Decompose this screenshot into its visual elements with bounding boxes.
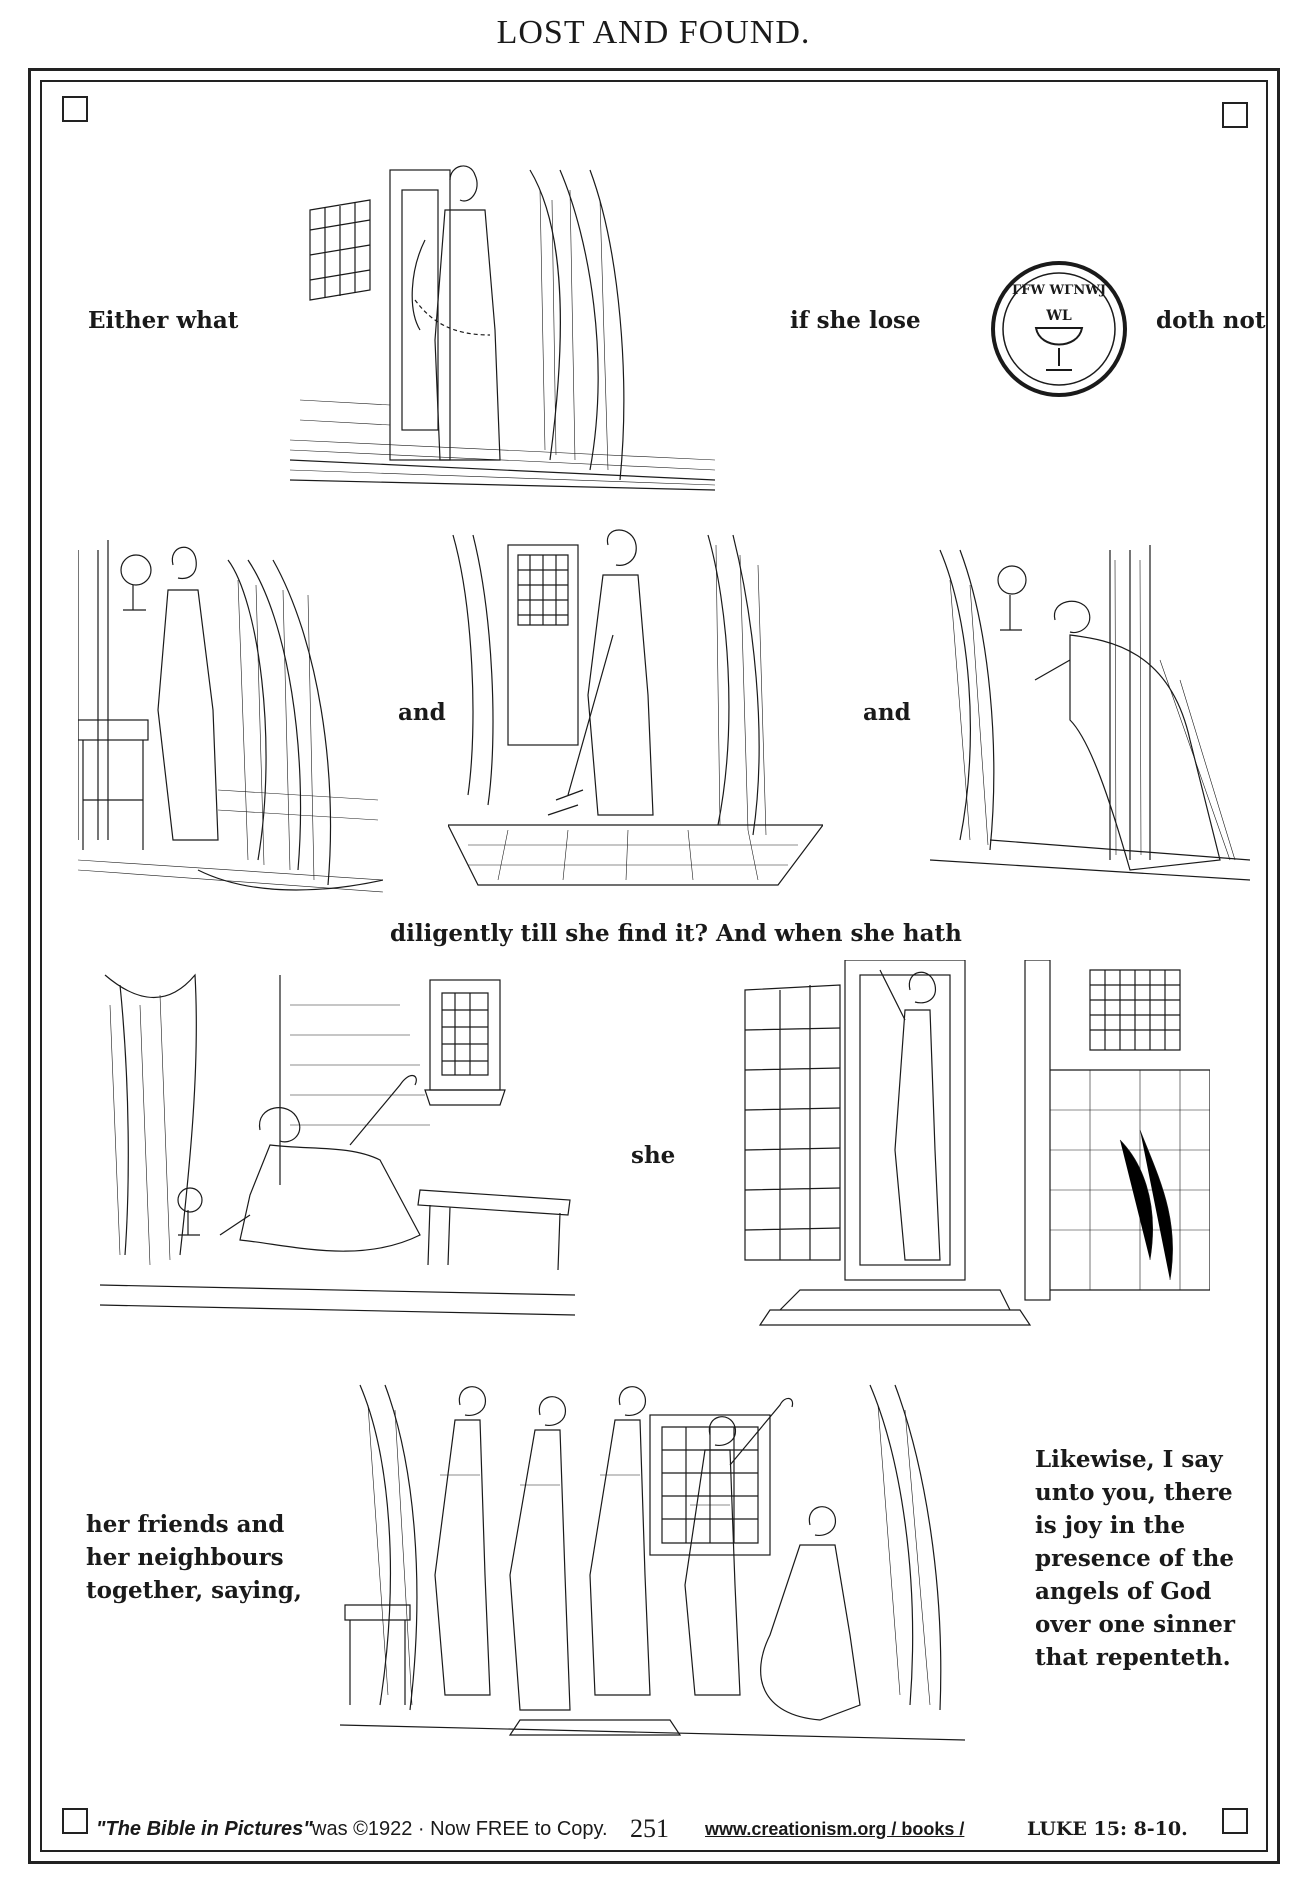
illustration-woman-lighting-candle [78,540,383,902]
page-footer [0,1814,1307,1844]
page-title: LOST AND FOUND. [496,14,811,51]
footer-page-number: 251 [630,1814,669,1843]
caption-diligently: diligently till she find it? And when she hath [390,920,962,947]
illustration-women-rejoicing [340,1375,965,1755]
caption-line: that repenteth. [1035,1644,1231,1671]
illustration-woman-sweeping [448,525,823,903]
footer-book-title: "The Bible in Pictures" [96,1818,313,1840]
caption-line: is joy in the [1035,1512,1186,1539]
corner-ornament-top-right [1222,102,1248,128]
footer-scripture-reference: LUKE 15: 8-10. [1027,1818,1188,1840]
illustration-woman-finds-coin [100,965,575,1330]
caption-line: her friends and [86,1511,285,1538]
caption-her-friends [86,1508,302,1607]
caption-line: unto you, there [1035,1479,1233,1506]
caption-if-she-lose: if she lose [790,307,921,334]
coin-inscription: ΓFW WΓNWJ [1011,283,1107,298]
caption-and-2: and [863,699,911,726]
footer-copyright: was ©1922 · Now FREE to Copy. [312,1818,608,1840]
footer-url-link[interactable]: www.creationism.org / books / [705,1819,965,1839]
caption-she: she [631,1142,676,1169]
caption-line: her neighbours [86,1544,284,1571]
caption-either-what: Either what [88,307,239,334]
caption-likewise [1035,1443,1235,1674]
illustration-woman-searching [930,540,1250,890]
caption-line: presence of the [1035,1545,1235,1572]
corner-ornament-top-left [62,96,88,122]
caption-line: Likewise, I say [1035,1446,1223,1473]
caption-line: together, saying, [86,1577,302,1604]
caption-and-1: and [398,699,446,726]
illustration-woman-calling-at-door [740,960,1210,1335]
coin-piece-of-silver [988,258,1130,400]
coin-center-letters: WL [1046,308,1072,324]
caption-line: over one sinner [1035,1611,1236,1638]
caption-doth-not: doth not [1156,307,1266,334]
caption-line: angels of God [1035,1578,1212,1605]
illustration-woman-holding-coins [290,160,715,500]
